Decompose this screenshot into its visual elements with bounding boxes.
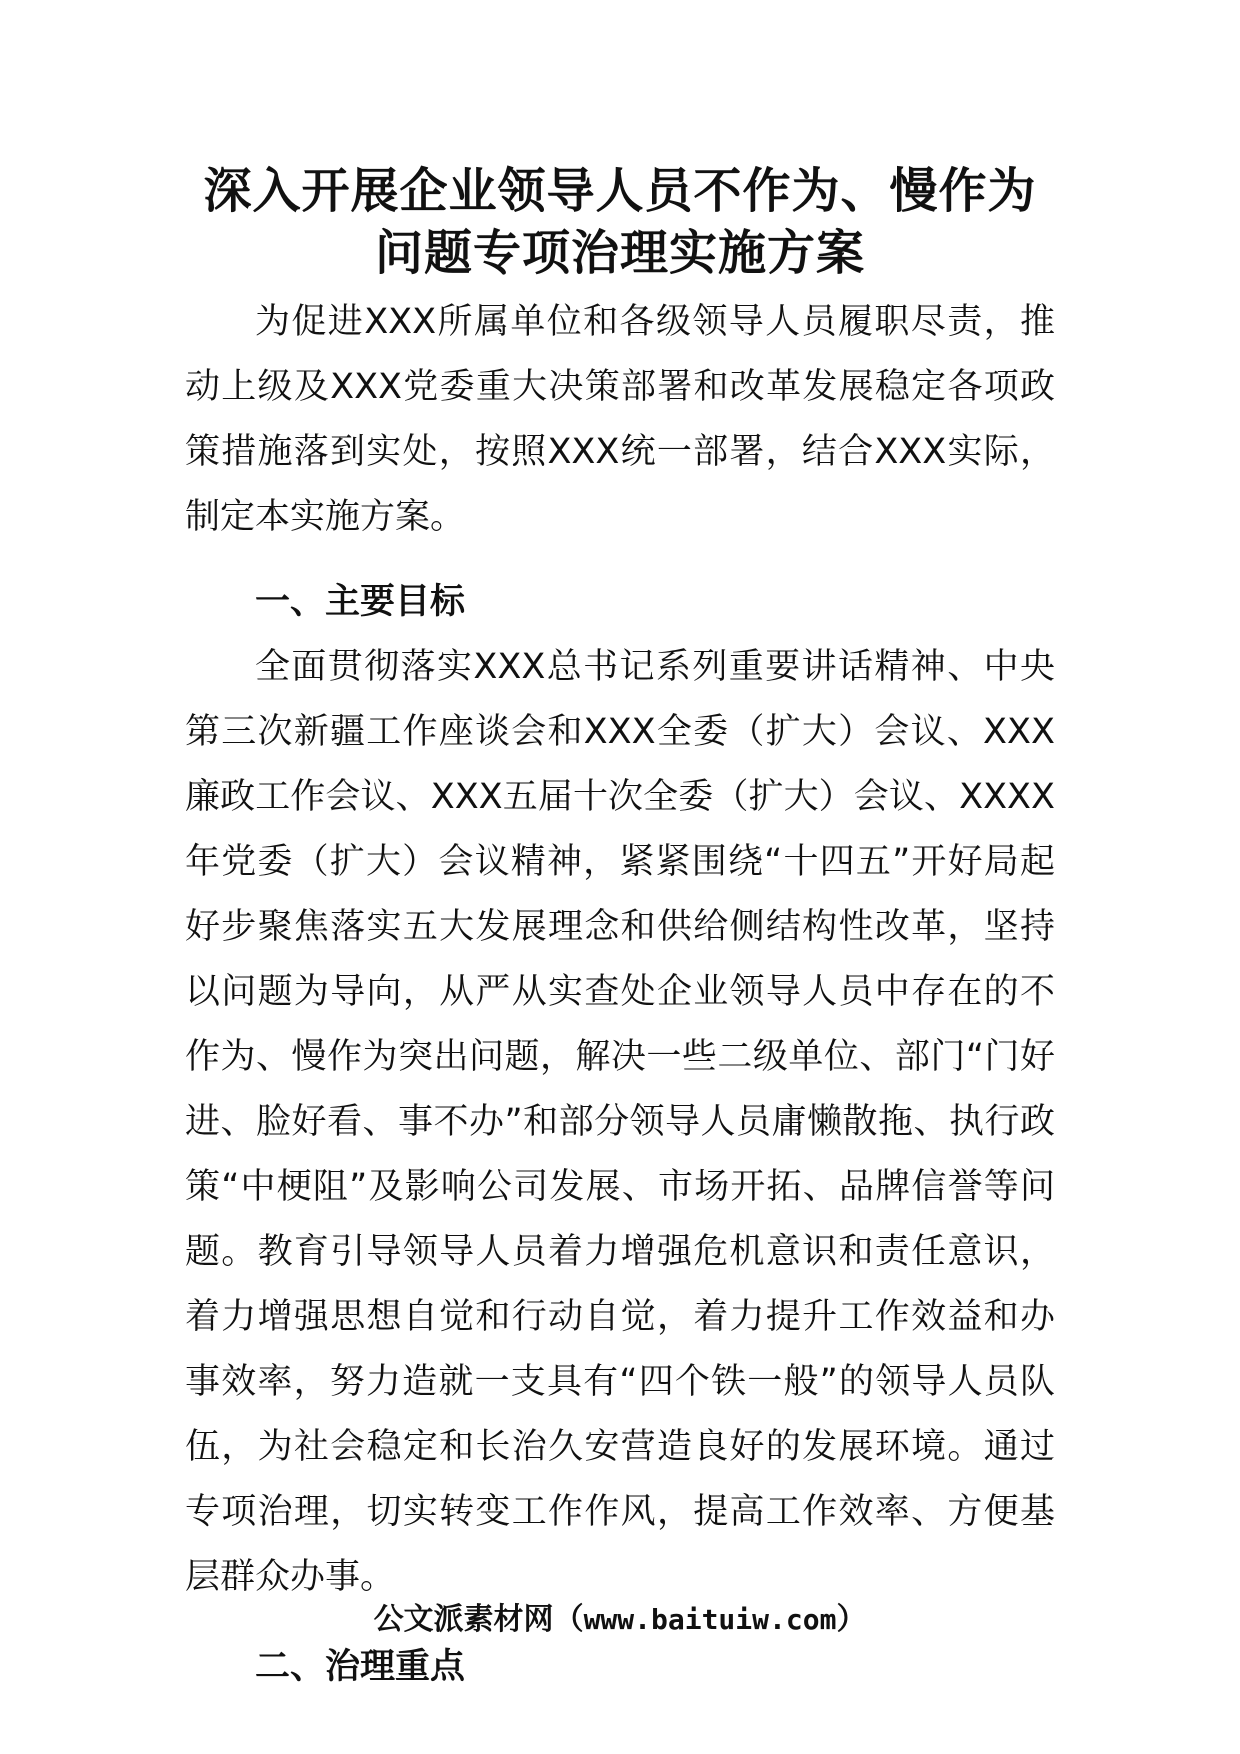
main-goals-paragraph: 全面贯彻落实XXX总书记系列重要讲话精神、中央第三次新疆工作座谈会和XXX全委（扩大）会议、XXX廉政工作会议、XXX五届十次全委（扩大）会议、XXXX年党委（扩大）会议精神，紧紧围绕“十四五”开好局起好步聚焦落实五大发展理念和供给侧结构性改革，坚持以问题为导向，从严从实查处企业领导人员中存在的不作为、慢作为突出问题，解决一些二级单位、部门“门好进、脸好看、事不办”和部分领导人员庸懒散拖、执行政策“中梗阻”及影响公司发展、市场开拓、品牌信誉等问题。教育引导领导人员着力增强危机意识和责任意识，着力增强思想自觉和行动自觉，着力提升工作效益和办事效率，努力造就一支具有“四个铁一般”的领导人员队伍，为社会稳定和长治久安营造良好的发展环境。通过专项治理，切实转变工作作风，提高工作效率、方便基层群众办事。 xyxy=(185,647,1055,1597)
document-body xyxy=(185,290,1055,1700)
footer-site-name: 公文派素材网 xyxy=(373,1602,554,1637)
watermark-footer xyxy=(0,1600,1240,1640)
section-heading-main-goals: 一、主要目标 xyxy=(255,582,466,622)
footer-open-paren: （ xyxy=(553,1602,584,1637)
section-heading-governance-focus: 二、治理重点 xyxy=(255,1647,466,1687)
footer-close-paren: ） xyxy=(836,1602,867,1637)
spacer xyxy=(185,550,1055,570)
document-title: 深入开展企业领导人员不作为、慢作为问题专项治理实施方案 xyxy=(203,163,1037,281)
footer-url: www.baituiw.com xyxy=(583,1603,837,1636)
intro-paragraph: 为促进XXX所属单位和各级领导人员履职尽责，推动上级及XXX党委重大决策部署和改革发展稳定各项政策措施落到实处，按照XXX统一部署，结合XXX实际，制定本实施方案。 xyxy=(185,302,1055,537)
